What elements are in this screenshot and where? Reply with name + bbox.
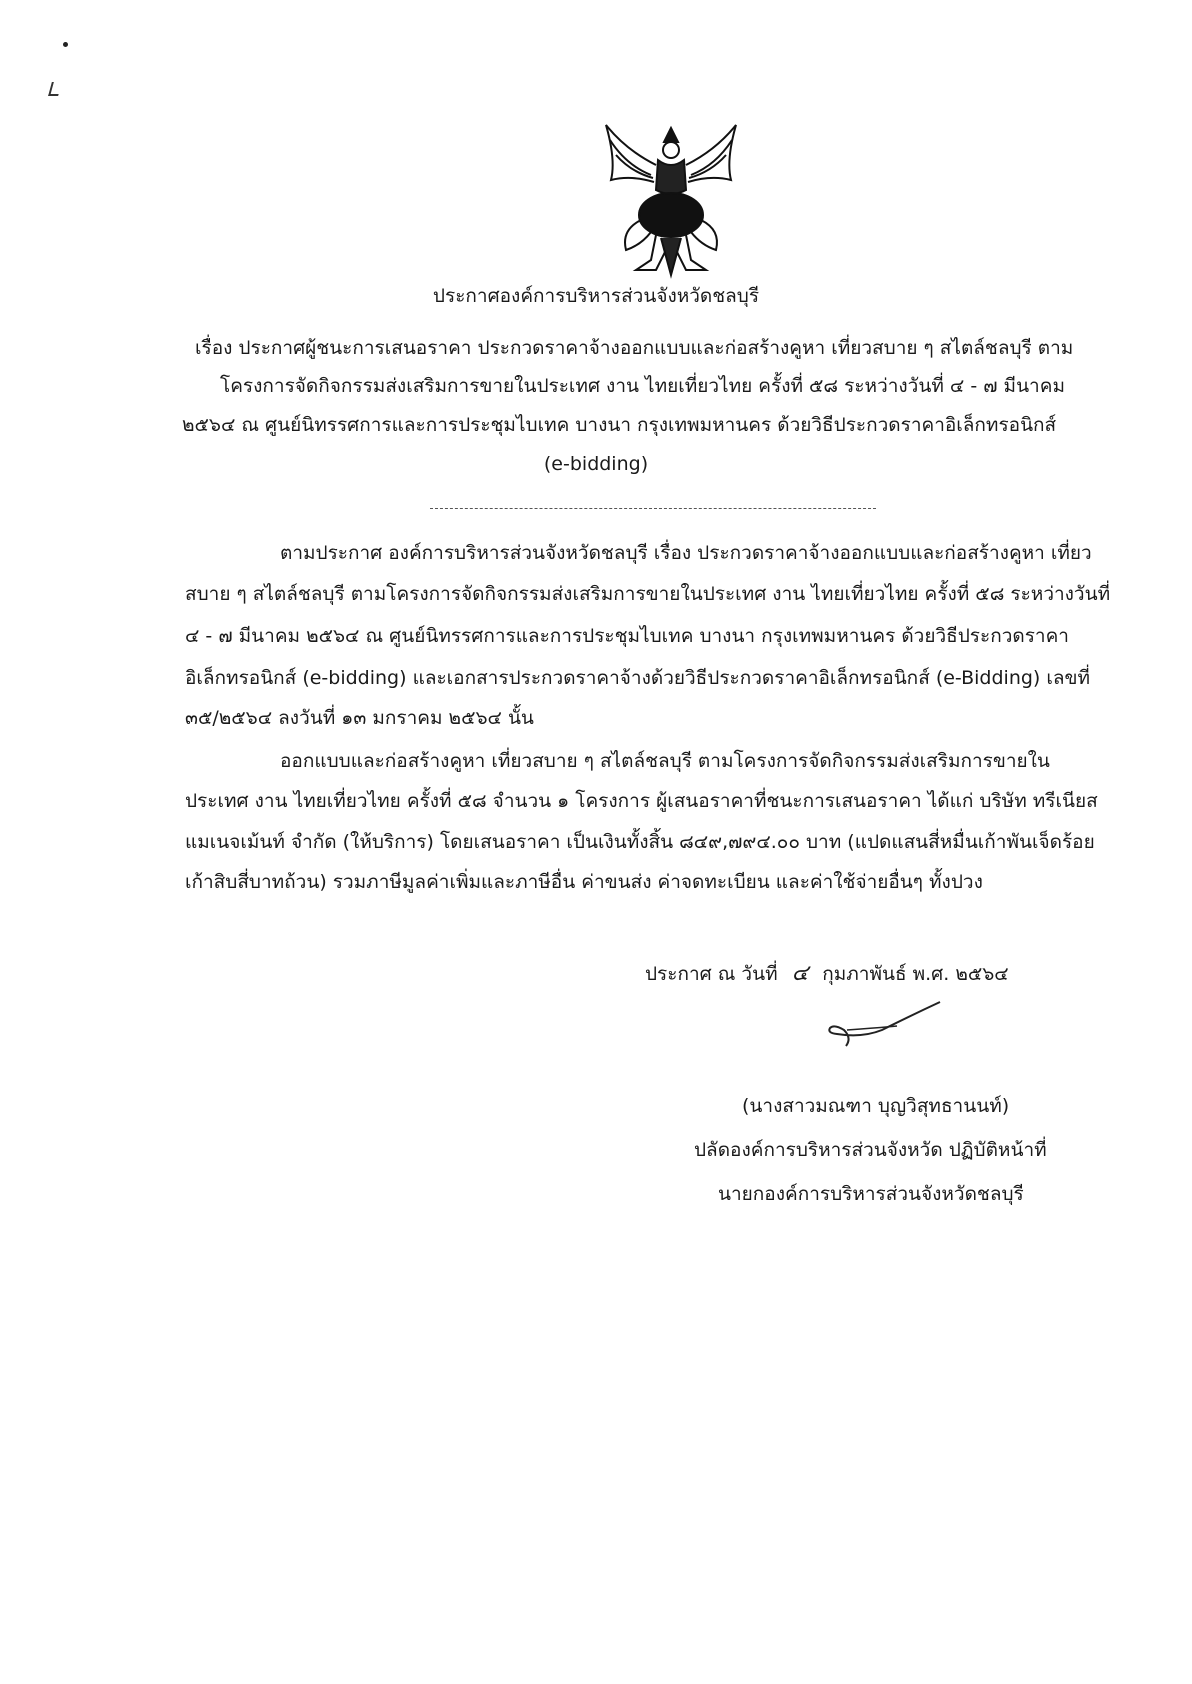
paragraph-1-line-5: ๓๕/๒๕๖๔ ลงวันที่ ๑๓ มกราคม ๒๕๖๔ นั้น — [185, 707, 534, 729]
subject-line-1: เรื่อง ประกาศผู้ชนะการเสนอราคา ประกวดราคาจ้างออกแบบและก่อสร้างคูหา เที่ยวสบาย ๆ สไตล์ชลบุรี ตาม — [195, 337, 1074, 359]
scan-mark — [48, 82, 62, 96]
subject-line-4: (e-bidding) — [543, 453, 649, 475]
announcement-date — [645, 960, 1009, 988]
handwritten-signature — [822, 1000, 942, 1050]
announcement-title: ประกาศองค์การบริหารส่วนจังหวัดชลบุรี — [432, 285, 760, 307]
subject-line-2: โครงการจัดกิจกรรมส่งเสริมการขายในประเทศ งาน ไทยเที่ยวไทย ครั้งที่ ๕๘ ระหว่างวันที่ ๔ - ๗ มีนาคม — [220, 375, 1065, 397]
signatory-position-1: ปลัดองค์การบริหารส่วนจังหวัด ปฏิบัติหน้าที่ — [694, 1139, 1047, 1161]
paragraph-1-line-4: อิเล็กทรอนิกส์ (e-bidding) และเอกสารประกวดราคาจ้างด้วยวิธีประกวดราคาอิเล็กทรอนิกส์ (e-Bidding) เลขที่ — [185, 667, 1091, 689]
signatory-name: (นางสาวมณฑา บุญวิสุทธานนท์) — [742, 1095, 1010, 1117]
subject-line-3: ๒๕๖๔ ณ ศูนย์นิทรรศการและการประชุมไบเทค บางนา กรุงเทพมหานคร ด้วยวิธีประกวดราคาอิเล็กทรอนิกส์ — [182, 414, 1057, 436]
paragraph-2-line-2: ประเทศ งาน ไทยเที่ยวไทย ครั้งที่ ๕๘ จำนวน ๑ โครงการ ผู้เสนอราคาที่ชนะการเสนอราคา ได้แก่ บริษัท ทรีเนียส — [185, 790, 1098, 812]
date-month-year: กุมภาพันธ์ พ.ศ. ๒๕๖๔ — [822, 963, 1009, 985]
paragraph-2-line-1: ออกแบบและก่อสร้างคูหา เที่ยวสบาย ๆ สไตล์ชลบุรี ตามโครงการจัดกิจกรรมส่งเสริมการขายใน — [280, 750, 1050, 772]
separator-line — [430, 508, 876, 509]
date-day-handwritten: ๔ — [791, 961, 809, 986]
signatory-position-2: นายกองค์การบริหารส่วนจังหวัดชลบุรี — [718, 1183, 1024, 1205]
paragraph-2-line-4: เก้าสิบสี่บาทถ้วน) รวมภาษีมูลค่าเพิ่มและภาษีอื่น ค่าขนส่ง ค่าจดทะเบียน และค่าใช้จ่ายอื่นๆ ทั้งปวง — [185, 871, 983, 893]
paragraph-1-line-3: ๔ - ๗ มีนาคม ๒๕๖๔ ณ ศูนย์นิทรรศการและการประชุมไบเทค บางนา กรุงเทพมหานคร ด้วยวิธีประกวดราคา — [185, 625, 1069, 647]
date-prefix: ประกาศ ณ วันที่ — [645, 963, 778, 985]
scan-speck — [63, 42, 68, 47]
paragraph-1-line-2: สบาย ๆ สไตล์ชลบุรี ตามโครงการจัดกิจกรรมส่งเสริมการขายในประเทศ งาน ไทยเที่ยวไทย ครั้งที่ ๕๘ ระหว่างวันที่ — [185, 583, 1111, 605]
paragraph-2-line-3: แมเนจเม้นท์ จำกัด (ให้บริการ) โดยเสนอราคา เป็นเงินทั้งสิ้น ๘๔๙,๗๙๔.๐๐ บาท (แปดแสนสี่หมื่นเก้าพันเจ็ดร้อย — [185, 831, 1095, 853]
garuda-emblem-icon — [596, 120, 746, 282]
paragraph-1-line-1: ตามประกาศ องค์การบริหารส่วนจังหวัดชลบุรี เรื่อง ประกวดราคาจ้างออกแบบและก่อสร้างคูหา เที่ยว — [280, 542, 1092, 564]
